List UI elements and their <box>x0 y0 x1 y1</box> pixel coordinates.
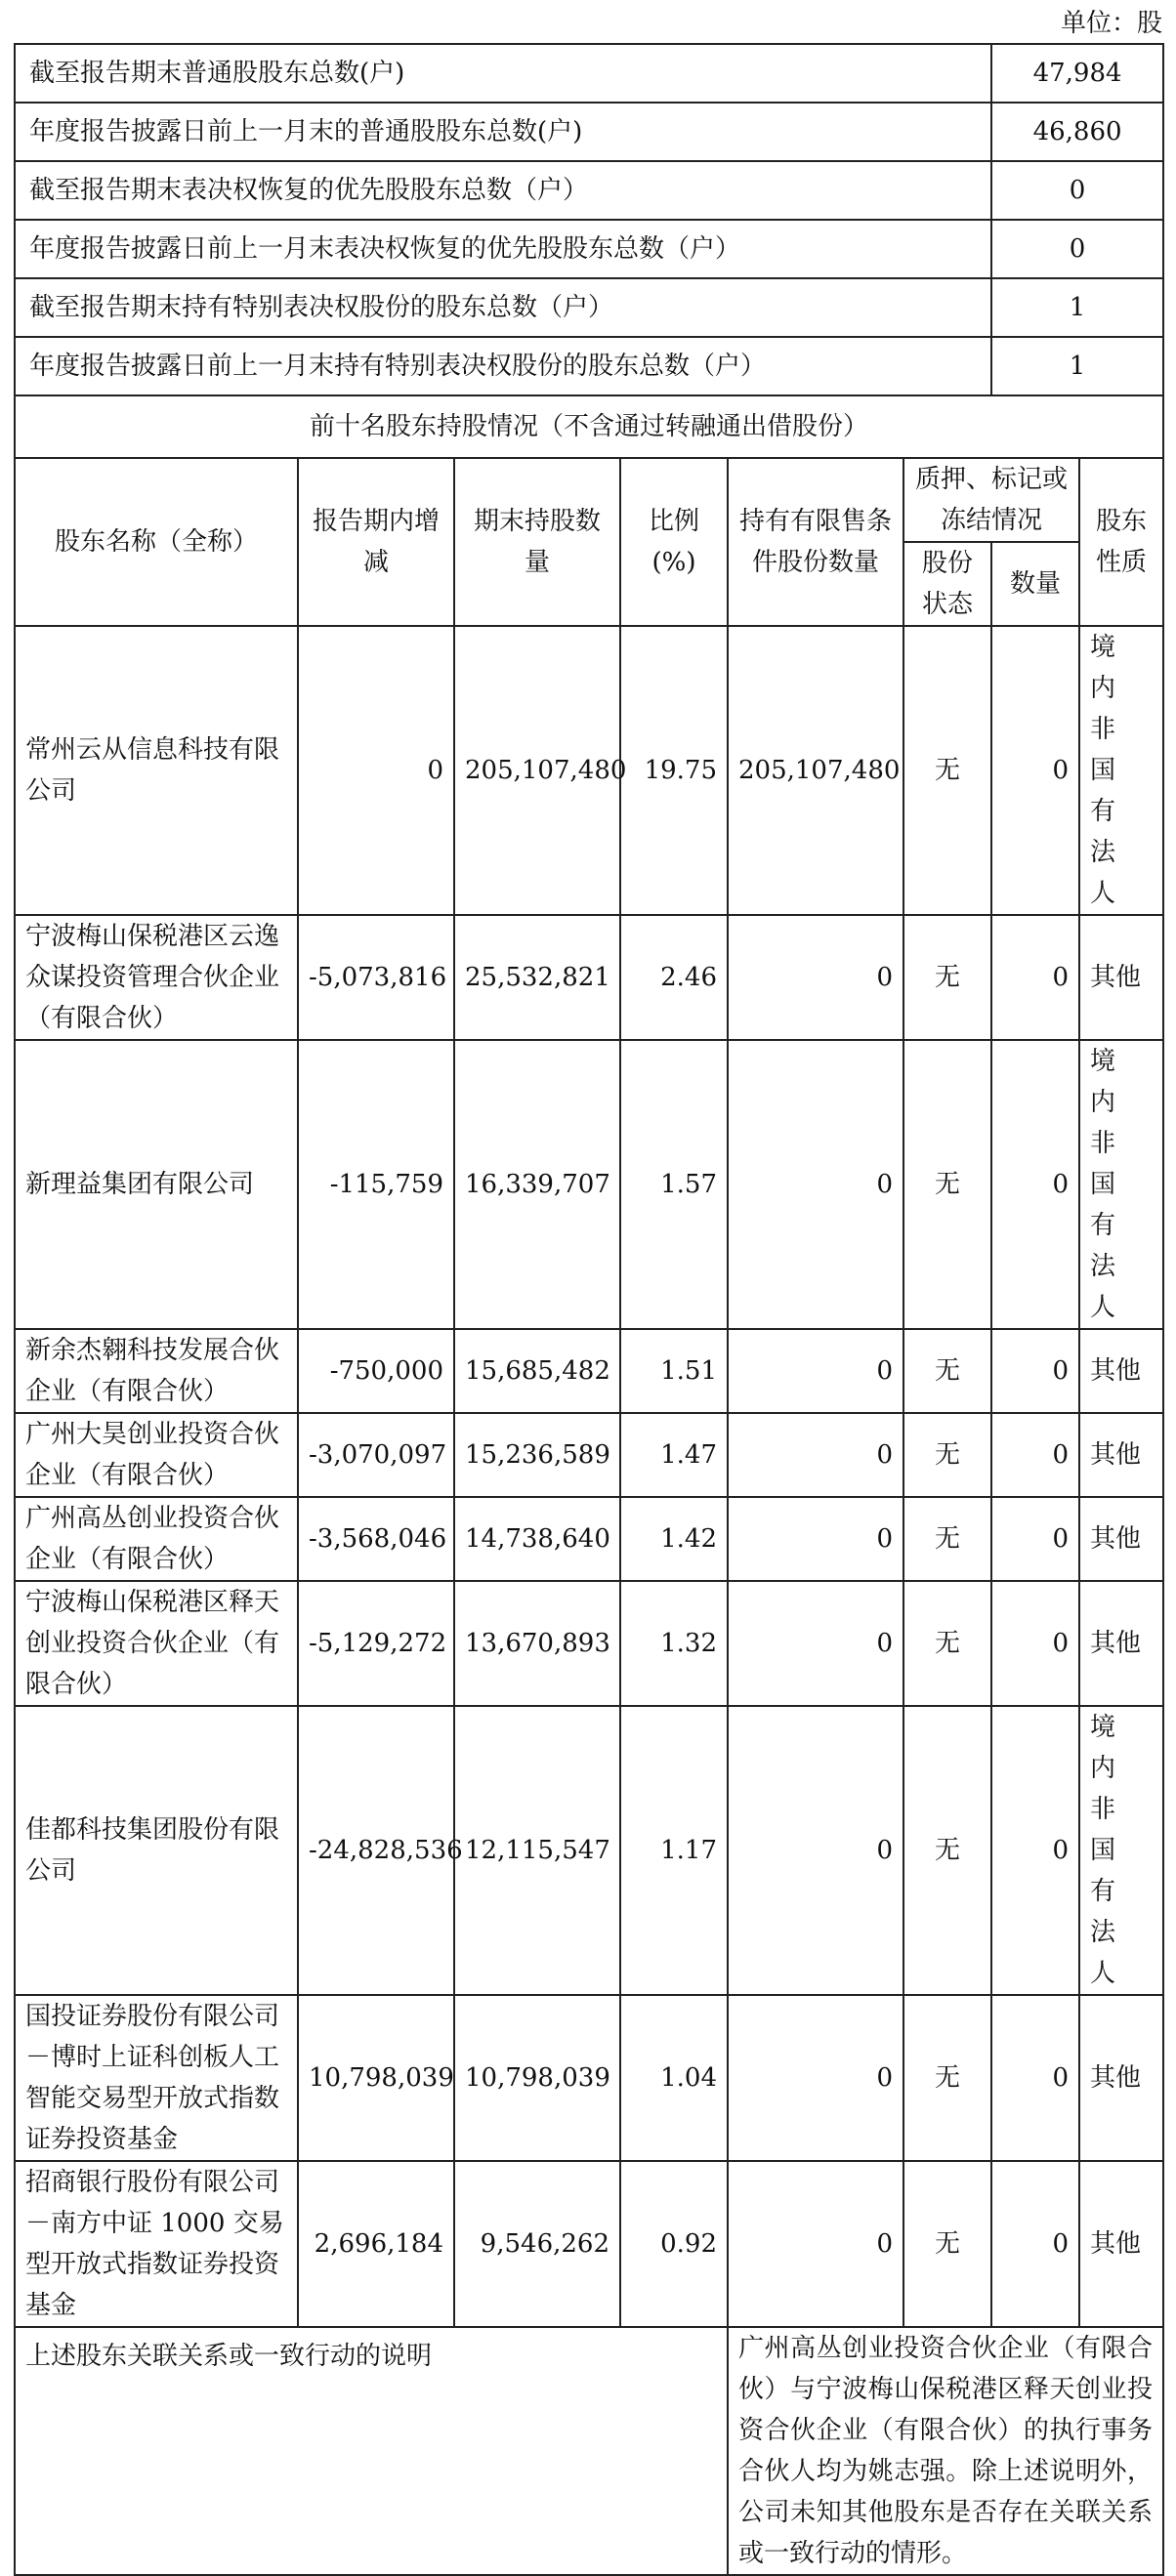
summary-value: 1 <box>991 278 1163 337</box>
cell-period-change: -750,000 <box>298 1329 454 1413</box>
cell-pledge-status: 无 <box>903 1497 991 1581</box>
cell-holder-nature: 其他 <box>1079 1581 1163 1706</box>
cell-shares-held: 12,115,547 <box>454 1706 620 1995</box>
cell-ratio: 0.92 <box>620 2161 728 2327</box>
cell-pledge-status: 无 <box>903 1995 991 2161</box>
cell-pledge-qty: 0 <box>991 1040 1079 1329</box>
cell-period-change: 10,798,039 <box>298 1995 454 2161</box>
relation-note-label: 上述股东关联关系或一致行动的说明 <box>15 2327 728 2575</box>
cell-ratio: 1.42 <box>620 1497 728 1581</box>
cell-period-change: -3,070,097 <box>298 1413 454 1497</box>
cell-pledge-status: 无 <box>903 1329 991 1413</box>
header-nature: 股东性质 <box>1079 458 1163 626</box>
relation-note-text: 广州高丛创业投资合伙企业（有限合伙）与宁波梅山保税港区释天创业投资合伙企业（有限合伙）的执行事务合伙人均为姚志强。除上述说明外，公司未知其他股东是否存在关联关系或一致行动的情形。 <box>728 2327 1163 2575</box>
cell-pledge-status: 无 <box>903 1413 991 1497</box>
cell-period-change: -3,568,046 <box>298 1497 454 1581</box>
cell-ratio: 19.75 <box>620 626 728 915</box>
cell-holder-nature: 其他 <box>1079 1329 1163 1413</box>
cell-holder-name: 新理益集团有限公司 <box>15 1040 298 1329</box>
cell-holder-nature: 其他 <box>1079 2161 1163 2327</box>
table-row <box>15 1995 1163 2161</box>
cell-pledge-qty: 0 <box>991 1995 1079 2161</box>
cell-holder-name: 佳都科技集团股份有限公司 <box>15 1706 298 1995</box>
table-row <box>15 915 1163 1040</box>
header-ratio: 比例(%) <box>620 458 728 626</box>
cell-pledge-qty: 0 <box>991 626 1079 915</box>
cell-ratio: 1.04 <box>620 1995 728 2161</box>
cell-restricted-shares: 0 <box>728 1040 903 1329</box>
cell-holder-name: 国投证券股份有限公司－博时上证科创板人工智能交易型开放式指数证券投资基金 <box>15 1995 298 2161</box>
cell-pledge-status: 无 <box>903 2161 991 2327</box>
summary-row <box>15 161 1163 220</box>
cell-shares-held: 9,546,262 <box>454 2161 620 2327</box>
header-pledge-status: 股份状态 <box>903 542 991 626</box>
cell-ratio: 1.47 <box>620 1413 728 1497</box>
cell-ratio: 1.32 <box>620 1581 728 1706</box>
summary-value: 1 <box>991 337 1163 395</box>
summary-label: 年度报告披露日前上一月末的普通股股东总数(户) <box>15 103 991 161</box>
cell-ratio: 2.46 <box>620 915 728 1040</box>
cell-holder-name: 招商银行股份有限公司－南方中证 1000 交易型开放式指数证券投资基金 <box>15 2161 298 2327</box>
cell-restricted-shares: 0 <box>728 1329 903 1413</box>
cell-pledge-status: 无 <box>903 626 991 915</box>
table-row <box>15 1040 1163 1329</box>
summary-row <box>15 103 1163 161</box>
cell-pledge-qty: 0 <box>991 915 1079 1040</box>
cell-holder-name: 广州大昊创业投资合伙企业（有限合伙） <box>15 1413 298 1497</box>
table-row <box>15 1497 1163 1581</box>
summary-row <box>15 278 1163 337</box>
header-pledge-group: 质押、标记或冻结情况 <box>903 458 1079 542</box>
header-pledge-qty: 数量 <box>991 542 1079 626</box>
cell-restricted-shares: 0 <box>728 1581 903 1706</box>
header-name: 股东名称（全称） <box>15 458 298 626</box>
cell-holder-nature: 其他 <box>1079 915 1163 1040</box>
cell-period-change: -5,129,272 <box>298 1581 454 1706</box>
cell-holder-nature: 其他 <box>1079 1497 1163 1581</box>
cell-pledge-status: 无 <box>903 1706 991 1995</box>
header-change: 报告期内增减 <box>298 458 454 626</box>
cell-restricted-shares: 0 <box>728 1413 903 1497</box>
cell-pledge-qty: 0 <box>991 1413 1079 1497</box>
summary-label: 年度报告披露日前上一月末表决权恢复的优先股股东总数（户） <box>15 220 991 278</box>
cell-holder-nature: 其他 <box>1079 1995 1163 2161</box>
cell-pledge-status: 无 <box>903 1040 991 1329</box>
table-row <box>15 626 1163 915</box>
cell-restricted-shares: 0 <box>728 1706 903 1995</box>
cell-shares-held: 14,738,640 <box>454 1497 620 1581</box>
cell-restricted-shares: 0 <box>728 1497 903 1581</box>
cell-shares-held: 16,339,707 <box>454 1040 620 1329</box>
cell-ratio: 1.51 <box>620 1329 728 1413</box>
cell-ratio: 1.57 <box>620 1040 728 1329</box>
shareholder-table <box>14 43 1164 2576</box>
cell-period-change: 2,696,184 <box>298 2161 454 2327</box>
holder-rows <box>15 626 1163 2327</box>
cell-pledge-status: 无 <box>903 915 991 1040</box>
summary-label: 年度报告披露日前上一月末持有特别表决权股份的股东总数（户） <box>15 337 991 395</box>
cell-pledge-qty: 0 <box>991 1329 1079 1413</box>
summary-value: 0 <box>991 161 1163 220</box>
summary-row <box>15 337 1163 395</box>
section-title: 前十名股东持股情况（不含通过转融通出借股份） <box>15 395 1163 458</box>
cell-holder-nature: 其他 <box>1079 1413 1163 1497</box>
table-row <box>15 2161 1163 2327</box>
cell-shares-held: 25,532,821 <box>454 915 620 1040</box>
cell-shares-held: 15,236,589 <box>454 1413 620 1497</box>
summary-label: 截至报告期末表决权恢复的优先股股东总数（户） <box>15 161 991 220</box>
cell-restricted-shares: 0 <box>728 1995 903 2161</box>
table-row <box>15 1581 1163 1706</box>
cell-period-change: -5,073,816 <box>298 915 454 1040</box>
unit-label: 单位：股 <box>1060 9 1162 38</box>
cell-period-change: 0 <box>298 626 454 915</box>
cell-pledge-qty: 0 <box>991 1581 1079 1706</box>
summary-value: 0 <box>991 220 1163 278</box>
table-row <box>15 1706 1163 1995</box>
cell-holder-name: 新余杰翱科技发展合伙企业（有限合伙） <box>15 1329 298 1413</box>
cell-restricted-shares: 205,107,480 <box>728 626 903 915</box>
cell-pledge-qty: 0 <box>991 2161 1079 2327</box>
cell-restricted-shares: 0 <box>728 915 903 1040</box>
table-row <box>15 1329 1163 1413</box>
cell-ratio: 1.17 <box>620 1706 728 1995</box>
cell-restricted-shares: 0 <box>728 2161 903 2327</box>
summary-label: 截至报告期末持有特别表决权股份的股东总数（户） <box>15 278 991 337</box>
summary-label: 截至报告期末普通股股东总数(户) <box>15 44 991 103</box>
cell-period-change: -115,759 <box>298 1040 454 1329</box>
cell-period-change: -24,828,536 <box>298 1706 454 1995</box>
cell-holder-nature: 境内非国有法人 <box>1079 1706 1163 1995</box>
cell-shares-held: 15,685,482 <box>454 1329 620 1413</box>
cell-holder-nature: 境内非国有法人 <box>1079 626 1163 915</box>
summary-value: 47,984 <box>991 44 1163 103</box>
cell-holder-name: 常州云从信息科技有限公司 <box>15 626 298 915</box>
cell-holder-nature: 境内非国有法人 <box>1079 1040 1163 1329</box>
cell-holder-name: 广州高丛创业投资合伙企业（有限合伙） <box>15 1497 298 1581</box>
cell-shares-held: 10,798,039 <box>454 1995 620 2161</box>
summary-row <box>15 220 1163 278</box>
summary-row <box>15 44 1163 103</box>
header-shares: 期末持股数量 <box>454 458 620 626</box>
header-restricted: 持有有限售条件股份数量 <box>728 458 903 626</box>
table-row <box>15 1413 1163 1497</box>
cell-pledge-qty: 0 <box>991 1497 1079 1581</box>
cell-pledge-status: 无 <box>903 1581 991 1706</box>
cell-pledge-qty: 0 <box>991 1706 1079 1995</box>
cell-holder-name: 宁波梅山保税港区云逸众谋投资管理合伙企业（有限合伙） <box>15 915 298 1040</box>
cell-holder-name: 宁波梅山保税港区释天创业投资合伙企业（有限合伙） <box>15 1581 298 1706</box>
summary-value: 46,860 <box>991 103 1163 161</box>
cell-shares-held: 13,670,893 <box>454 1581 620 1706</box>
cell-shares-held: 205,107,480 <box>454 626 620 915</box>
